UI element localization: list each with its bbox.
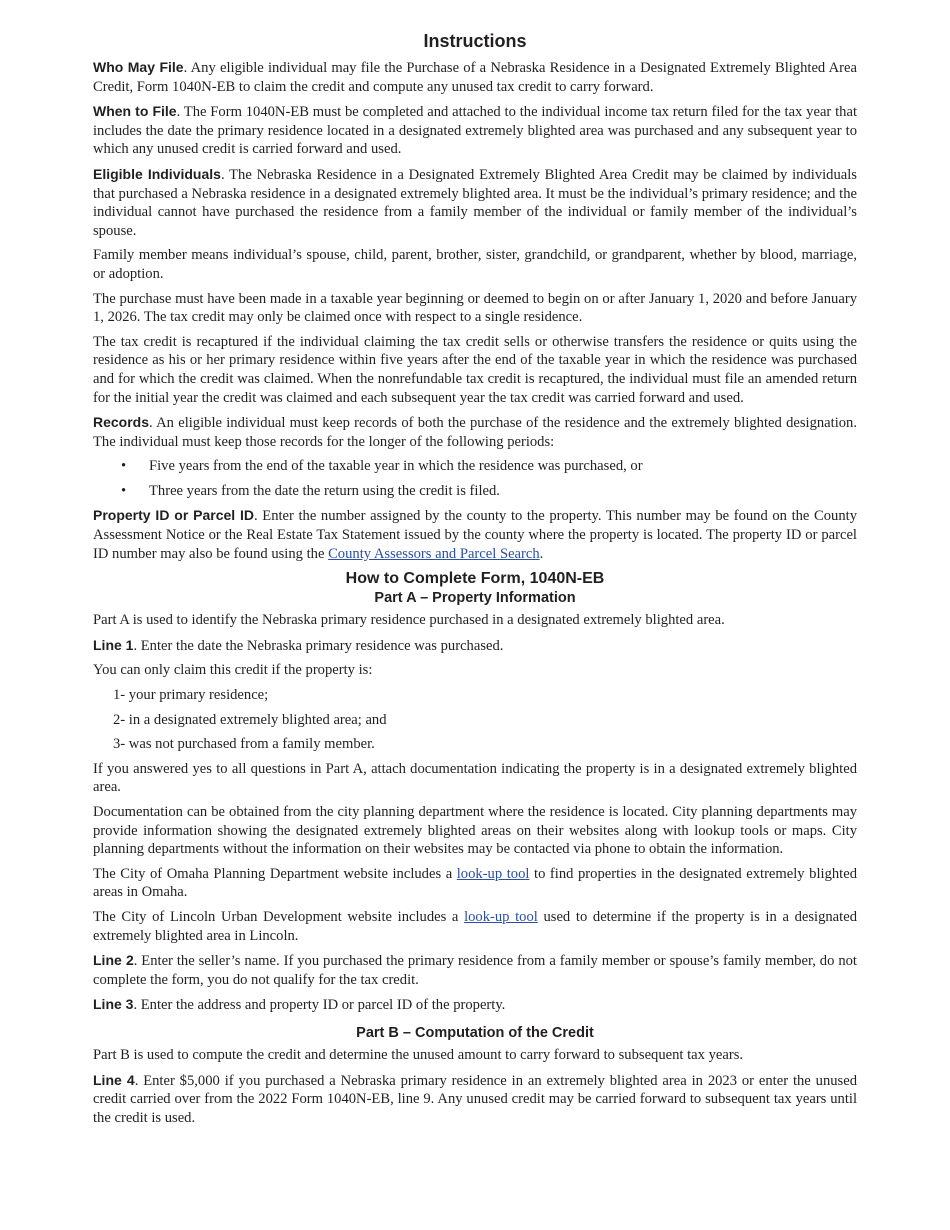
bullet-glyph: • (121, 458, 127, 475)
records-bullet-text: Three years from the date the return using the credit is filed. (149, 482, 500, 499)
family-member-paragraph: Family member means individual’s spouse, child, parent, brother, sister, grandchild, or grandparent, whether by blood, marriage, or adoption. (93, 247, 857, 282)
lincoln-text-before: The City of Lincoln Urban Development website includes a (93, 908, 465, 925)
records-bullet-item (93, 457, 857, 476)
line-2-paragraph (93, 951, 857, 989)
claim-conditions-intro: You can only claim this credit if the property is: (93, 662, 373, 679)
records-paragraph (93, 413, 857, 451)
omaha-lookup-tool-link[interactable]: look-up tool (456, 865, 530, 882)
records-bullet-item (93, 482, 857, 501)
part-a-heading: Part A – Property Information (374, 590, 576, 607)
line-3-label: Line 3 (93, 996, 134, 1013)
who-may-file-heading: Who May File (93, 59, 184, 75)
records-text: . An eligible individual must keep records of both the purchase of the residence and the extremely blighted designation. The individual must keep those records for the longer of the following periods: (93, 415, 857, 450)
part-a-intro: Part A is used to identify the Nebraska primary residence purchased in a designated extremely blighted area. (93, 612, 725, 629)
part-b-intro: Part B is used to compute the credit and determine the unused amount to carry forward to subsequent tax years. (93, 1046, 744, 1063)
part-b-heading: Part B – Computation of the Credit (356, 1024, 594, 1041)
property-id-end: . (539, 545, 544, 562)
line-2-text: . Enter the seller’s name. If you purchased the primary residence from a family member or spouse’s family member, do not complete the form, you do not qualify for the tax credit. (93, 953, 857, 988)
county-assessors-link[interactable]: County Assessors and Parcel Search (328, 545, 540, 562)
how-to-complete-heading: How to Complete Form, 1040N-EB (345, 570, 605, 588)
property-id-paragraph (93, 506, 857, 563)
lincoln-lookup-tool-link[interactable]: look-up tool (464, 908, 538, 925)
who-may-file-text: . Any eligible individual may file the Purchase of a Nebraska Residence in a Designated Extremely Blighted Area Credit, Form 1040N-EB to claim the credit and compute any unused tax credit to carry forward. (93, 60, 857, 95)
line-3-paragraph (93, 995, 857, 1015)
when-to-file-paragraph (93, 102, 857, 159)
page-title: Instructions (423, 31, 527, 51)
condition-item: 1- your primary residence; (113, 687, 269, 704)
condition-item: 3- was not purchased from a family member. (113, 736, 375, 753)
line-3-text: . Enter the address and property ID or parcel ID of the property. (133, 997, 506, 1014)
purchase-date-paragraph: The purchase must have been made in a taxable year beginning or deemed to begin on or after January 1, 2020 and before January 1, 2026. The tax credit may only be claimed once with respect to a single residence. (93, 290, 857, 326)
instructions-page (93, 30, 857, 1133)
line-1-label: Line 1 (93, 636, 134, 653)
eligible-individuals-heading: Eligible Individuals (93, 165, 221, 182)
omaha-paragraph (93, 865, 857, 902)
omaha-text-before: The City of Omaha Planning Department website includes a (93, 865, 457, 882)
line-1-text: . Enter the date the Nebraska primary residence was purchased. (133, 637, 504, 654)
line-2-label: Line 2 (93, 952, 134, 969)
eligible-individuals-text: . The Nebraska Residence in a Designated Extremely Blighted Area Credit may be claimed by individuals that purchased a Nebraska residence in a designated extremely blighted area. It must be the individual’s primary residence; and the individual cannot have purchased the residence from a family member of the individual or family member of the individual’s spouse. (93, 166, 857, 239)
property-id-text: . Enter the number assigned by the county to the property. This number may be found on the County Assessment Notice or the Real Estate Tax Statement issued by the county where the property is located. The property ID or parcel ID number may also be found using the (93, 508, 857, 562)
records-heading: Records (93, 414, 150, 431)
who-may-file-paragraph (93, 58, 857, 96)
documentation-source-paragraph: Documentation can be obtained from the city planning department where the residence is located. City planning departments may provide information showing the designated extremely blighted areas on their websites along with lookup tools or maps. City planning departments without the information on their websites may be contacted via phone to obtain the information. (93, 804, 857, 858)
line-4-paragraph (93, 1071, 857, 1128)
omaha-text-after: to find properties in the designated extremely blighted areas in Omaha. (93, 865, 857, 901)
line-4-label: Line 4 (93, 1071, 135, 1088)
bullet-glyph: • (121, 482, 127, 499)
when-to-file-heading: When to File (93, 103, 177, 120)
recapture-paragraph: The tax credit is recaptured if the individual claiming the tax credit sells or otherwise transfers the residence or quits using the residence as his or her primary residence within five years after the end of the taxable year in which the residence was purchased and for which the credit was claimed. When the nonrefundable tax credit is recaptured, the individual must file an amended return for the initial year the credit was claimed and each subsequent year the tax credit was carried forward and used. (93, 333, 857, 406)
line-4-text: . Enter $5,000 if you purchased a Nebraska primary residence in an extremely blighted area in 2023 or enter the unused credit carried over from the 2022 Form 1040N-EB, line 9. Any unused credit may be carried forward to subsequent tax years until the credit is used. (93, 1072, 857, 1126)
lincoln-text-after: used to determine if the property is in a designated extremely blighted area in Lincoln. (93, 908, 857, 944)
condition-item: 2- in a designated extremely blighted area; and (113, 711, 387, 728)
lincoln-paragraph (93, 908, 857, 945)
eligible-individuals-paragraph (93, 165, 857, 240)
when-to-file-text: . The Form 1040N-EB must be completed and attached to the individual income tax return filed for the tax year that includes the date the primary residence located in a designated extremely blighted area was purchased and any subsequent year to which any unused credit is carried forward and used. (93, 104, 857, 158)
records-bullet-text: Five years from the end of the taxable year in which the residence was purchased, or (149, 458, 643, 475)
property-id-heading: Property ID or Parcel ID (93, 507, 255, 524)
documentation-required-paragraph: If you answered yes to all questions in Part A, attach documentation indicating the property is in a designated extremely blighted area. (93, 760, 857, 796)
line-1-paragraph (93, 636, 857, 656)
